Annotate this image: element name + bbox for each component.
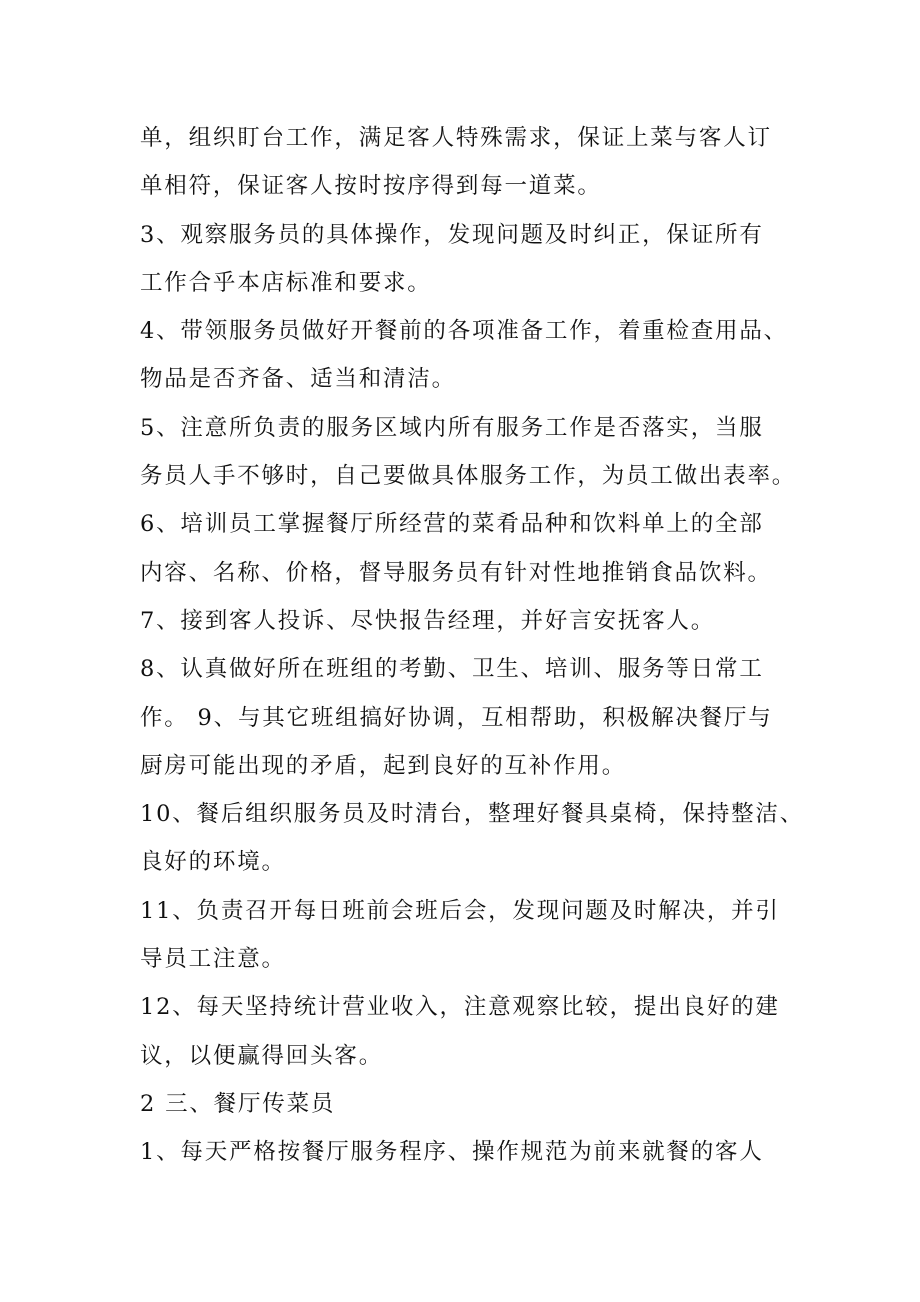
text-line: 7、接到客人投诉、尽快报告经理，并好言安抚客人。 — [140, 607, 716, 634]
text-line: 导员工注意。 — [140, 946, 286, 973]
text-line: 4、带领服务员做好开餐前的各项准备工作，着重检查用品、 — [140, 318, 788, 345]
text-line: 单相符，保证客人按时按序得到每一道菜。 — [140, 173, 602, 200]
text-line: 11、负责召开每日班前会班后会，发现问题及时解决，并引 — [140, 897, 780, 924]
text-line: 物品是否齐备、适当和清洁。 — [140, 366, 456, 393]
document-body — [140, 114, 810, 1177]
text-line: 工作合乎本店标准和要求。 — [140, 269, 432, 296]
text-line: 作。 9、与其它班组搞好协调，互相帮助，积极解决餐厅与 — [140, 704, 773, 731]
text-line: 6、培训员工掌握餐厅所经营的菜肴品种和饮料单上的全部 — [140, 511, 764, 538]
text-line: 10、餐后组织服务员及时清台，整理好餐具桌椅，保持整洁、 — [140, 801, 805, 828]
text-line: 议，以便赢得回头客。 — [140, 1042, 384, 1069]
text-line: 厨房可能出现的矛盾，起到良好的互补作用。 — [140, 752, 627, 779]
text-line: 12、每天坚持统计营业收入，注意观察比较，提出良好的建 — [140, 994, 780, 1021]
text-line: 良好的环境。 — [140, 849, 286, 876]
text-line: 5、注意所负责的服务区域内所有服务工作是否落实，当服 — [140, 414, 764, 441]
text-line: 8、认真做好所在班组的考勤、卫生、培训、服务等日常工 — [140, 656, 764, 683]
text-line: 单，组织盯台工作，满足客人特殊需求，保证上菜与客人订 — [140, 125, 772, 151]
text-line: 务员人手不够时，自己要做具体服务工作，为员工做出表率。 — [140, 463, 797, 490]
text-line: 内容、名称、价格，督导服务员有针对性地推销食品饮料。 — [140, 559, 772, 586]
text-line: 3、观察服务员的具体操作，发现问题及时纠正，保证所有 — [140, 221, 764, 248]
section-heading: 2 三、餐厅传菜员 — [140, 1090, 336, 1117]
text-line: 1、每天严格按餐厅服务程序、操作规范为前来就餐的客人 — [140, 1139, 764, 1166]
